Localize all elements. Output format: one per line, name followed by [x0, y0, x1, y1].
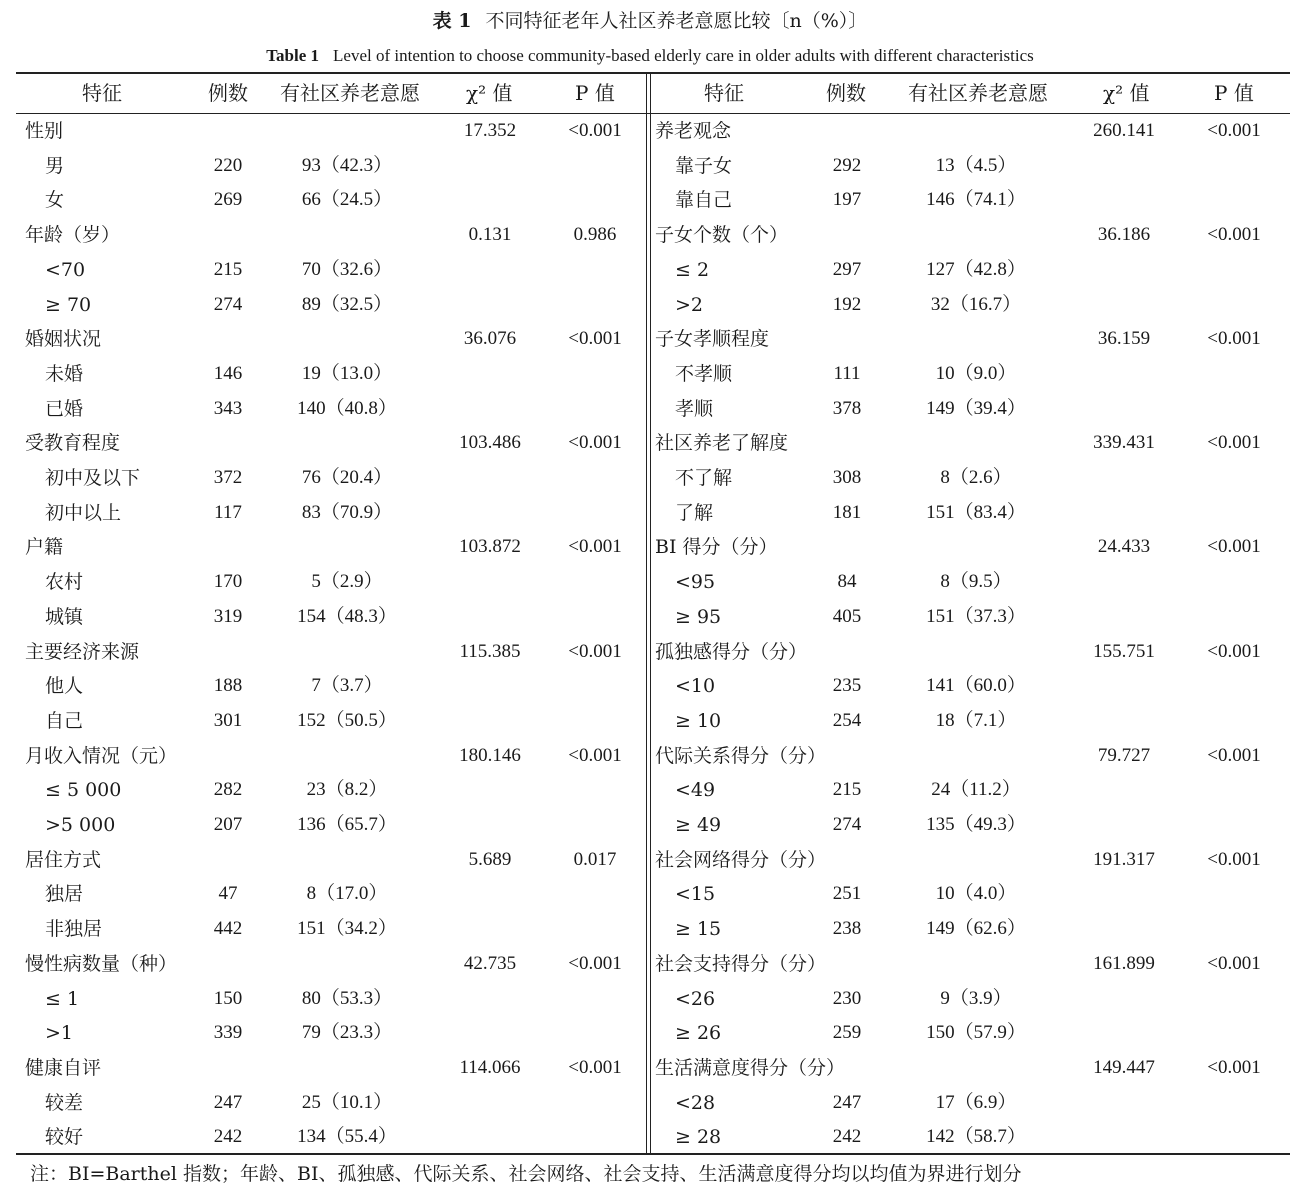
- p-value-cell: [1114, 773, 1300, 808]
- willing-cell: 13（4.5）: [935, 154, 1017, 176]
- p-value-cell: <0.001: [1207, 120, 1261, 141]
- table-row: [0, 1086, 1300, 1121]
- chi-square-cell: 103.486: [459, 432, 521, 454]
- count-cell: 269: [213, 189, 243, 211]
- feature-cell: 子女个数（个）: [655, 224, 789, 247]
- feature-cell: 婚姻状况: [25, 328, 102, 351]
- header-feature-left: 特征: [82, 81, 122, 105]
- count-cell: 251: [832, 883, 862, 905]
- table-row: [0, 218, 1300, 253]
- p-value-cell: [1114, 877, 1300, 912]
- chi-square-cell: 42.735: [463, 952, 517, 974]
- feature-cell: <26: [675, 987, 716, 1010]
- chi-square-cell: 36.186: [1097, 224, 1151, 246]
- count-cell: 282: [213, 779, 243, 801]
- willing-cell: 146（74.1）: [926, 189, 1026, 211]
- chi-square-cell: 191.317: [1093, 848, 1155, 870]
- feature-cell: <15: [675, 883, 716, 906]
- feature-cell: 初中及以下: [45, 467, 141, 489]
- p-value-cell: <0.001: [568, 536, 622, 558]
- feature-cell: 居住方式: [25, 848, 102, 871]
- header-chi-right: χ² 值: [1103, 81, 1150, 105]
- feature-cell: ≥ 28: [675, 1126, 722, 1149]
- feature-cell: <28: [675, 1091, 716, 1114]
- chi-square-cell: 149.447: [1093, 1056, 1155, 1078]
- table-row: [0, 843, 1300, 878]
- header-chi-left: χ² 值: [466, 81, 513, 105]
- table-title-en: Level of intention to choose community-based elderly care in older adults with different characteristics: [333, 46, 1034, 65]
- count-cell: 111: [833, 362, 861, 384]
- table-row: [0, 877, 1300, 912]
- table-row: [0, 461, 1300, 496]
- p-value-cell: [1114, 704, 1300, 739]
- table-row: [0, 1120, 1300, 1155]
- willing-cell: 136（65.7）: [297, 814, 397, 835]
- count-cell: 146: [213, 362, 243, 384]
- p-value-cell: <0.001: [1207, 1056, 1261, 1078]
- p-value-cell: <0.001: [568, 952, 622, 974]
- p-value-cell: <0.001: [1207, 536, 1261, 558]
- p-value-cell: 0.017: [573, 848, 617, 870]
- willing-cell: 135（49.3）: [926, 814, 1026, 835]
- willing-cell: 141（60.0）: [926, 675, 1026, 697]
- feature-cell: 初中以上: [45, 501, 122, 524]
- feature-cell: 社会网络得分（分）: [655, 848, 827, 871]
- feature-cell: 生活满意度得分（分）: [655, 1056, 846, 1079]
- feature-cell: 较好: [45, 1126, 84, 1149]
- p-value-cell: 0.986: [573, 224, 617, 246]
- table-row: [0, 600, 1300, 635]
- p-value-cell: <0.001: [568, 120, 622, 141]
- willing-cell: 151（34.2）: [297, 918, 397, 940]
- table-row: [0, 392, 1300, 427]
- count-cell: 308: [832, 467, 862, 488]
- count-cell: 405: [832, 605, 862, 627]
- header-p-left: P 值: [575, 81, 615, 105]
- willing-cell: 10（9.0）: [935, 362, 1017, 384]
- p-value-cell: [1114, 149, 1300, 184]
- header-n-left: 例数: [208, 81, 248, 105]
- willing-cell: 23（8.2）: [306, 779, 388, 801]
- table-row: [0, 739, 1300, 774]
- chi-square-cell: 155.751: [1093, 640, 1155, 662]
- table-row: [0, 149, 1300, 184]
- count-cell: 339: [213, 1022, 243, 1044]
- willing-cell: 93（42.3）: [301, 154, 393, 176]
- feature-cell: ≥ 10: [675, 709, 722, 732]
- feature-cell: 社区养老了解度: [655, 432, 789, 455]
- table-row: [0, 357, 1300, 392]
- table-row: [0, 426, 1300, 461]
- feature-cell: ≥ 70: [45, 293, 92, 316]
- p-value-cell: [1114, 1016, 1300, 1051]
- feature-cell: 女: [45, 189, 65, 212]
- table-row: [0, 1051, 1300, 1086]
- chi-square-cell: 36.076: [463, 328, 517, 350]
- count-cell: 150: [213, 987, 243, 1009]
- header-p-right: P 值: [1214, 81, 1254, 105]
- count-cell: 259: [832, 1022, 862, 1044]
- feature-cell: ≥ 95: [675, 605, 722, 628]
- p-value-cell: <0.001: [1207, 328, 1261, 350]
- p-value-cell: <0.001: [1207, 952, 1261, 974]
- chi-square-cell: 17.352: [463, 120, 517, 141]
- chi-square-cell: 24.433: [1097, 536, 1151, 558]
- feature-cell: 健康自评: [25, 1056, 102, 1079]
- count-cell: 319: [213, 605, 243, 627]
- chi-square-cell: 114.066: [459, 1056, 521, 1078]
- p-value-cell: [1114, 496, 1300, 531]
- p-value-cell: <0.001: [1207, 744, 1261, 766]
- p-value-cell: <0.001: [1207, 848, 1261, 870]
- p-value-cell: [1114, 288, 1300, 323]
- p-value-cell: [1114, 808, 1300, 843]
- count-cell: 247: [213, 1091, 243, 1113]
- willing-cell: 32（16.7）: [930, 293, 1022, 315]
- feature-cell: 较差: [45, 1091, 84, 1114]
- count-cell: 47: [218, 883, 238, 905]
- willing-cell: 152（50.5）: [297, 709, 397, 731]
- willing-cell: 24（11.2）: [931, 779, 1021, 801]
- feature-cell: 代际关系得分（分）: [655, 744, 827, 767]
- feature-cell: <70: [45, 258, 86, 281]
- feature-cell: >2: [675, 293, 704, 316]
- willing-cell: 8（2.6）: [940, 467, 1012, 488]
- header-will-right: 有社区养老意愿: [908, 81, 1048, 105]
- header-row: [0, 76, 1300, 111]
- count-cell: 343: [213, 397, 243, 419]
- header-feature-right: 特征: [704, 81, 744, 105]
- table-label-cn: 表 1: [432, 10, 472, 32]
- count-cell: 242: [832, 1126, 862, 1148]
- willing-cell: 8（17.0）: [306, 883, 388, 905]
- feature-cell: 养老观念: [655, 120, 732, 142]
- willing-cell: 66（24.5）: [301, 189, 393, 211]
- p-value-cell: <0.001: [568, 640, 622, 662]
- willing-cell: 19（13.0）: [301, 362, 393, 384]
- willing-cell: 149（62.6）: [926, 918, 1026, 940]
- p-value-cell: <0.001: [568, 744, 622, 766]
- count-cell: 215: [213, 258, 243, 280]
- feature-cell: ≥ 15: [675, 918, 722, 941]
- p-value-cell: [1114, 253, 1300, 288]
- count-cell: 238: [832, 918, 862, 940]
- count-cell: 197: [832, 189, 862, 211]
- willing-cell: 17（6.9）: [935, 1091, 1017, 1113]
- table-row: [0, 808, 1300, 843]
- count-cell: 235: [832, 675, 862, 697]
- willing-cell: 80（53.3）: [301, 987, 393, 1009]
- table-note: 注：BI=Barthel 指数；年龄、BI、孤独感、代际关系、社会网络、社会支持、生活满意度得分均以均值为界进行划分: [30, 1163, 1022, 1185]
- table-row: [0, 947, 1300, 982]
- willing-cell: 140（40.8）: [297, 397, 397, 419]
- count-cell: 372: [213, 467, 243, 488]
- willing-cell: 142（58.7）: [926, 1126, 1026, 1148]
- table-caption-en: [0, 44, 1300, 68]
- willing-cell: 134（55.4）: [297, 1126, 397, 1148]
- willing-cell: 70（32.6）: [301, 258, 393, 280]
- feature-cell: 年龄（岁）: [25, 224, 121, 247]
- table-row: [0, 635, 1300, 670]
- count-cell: 292: [832, 154, 862, 176]
- table-row: [0, 912, 1300, 947]
- willing-cell: 7（3.7）: [311, 675, 383, 697]
- chi-square-cell: 103.872: [459, 536, 521, 558]
- table-row: [0, 669, 1300, 704]
- count-cell: 247: [832, 1091, 862, 1113]
- p-value-cell: [1114, 912, 1300, 947]
- table-caption-cn: [0, 8, 1300, 34]
- feature-cell: ≥ 49: [675, 814, 722, 836]
- p-value-cell: [1114, 1086, 1300, 1121]
- willing-cell: 76（20.4）: [301, 467, 393, 488]
- count-cell: 254: [832, 709, 862, 731]
- count-cell: 117: [214, 501, 242, 523]
- feature-cell: 农村: [45, 571, 84, 594]
- count-cell: 442: [213, 918, 243, 940]
- p-value-cell: [1114, 357, 1300, 392]
- feature-cell: 月收入情况（元）: [25, 744, 178, 767]
- chi-square-cell: 180.146: [459, 744, 521, 766]
- table-row: [0, 773, 1300, 808]
- willing-cell: 151（37.3）: [926, 605, 1026, 627]
- feature-cell: 独居: [45, 883, 84, 906]
- willing-cell: 5（2.9）: [311, 571, 383, 593]
- count-cell: 274: [213, 293, 243, 315]
- p-value-cell: [1114, 461, 1300, 496]
- p-value-cell: <0.001: [568, 432, 622, 454]
- count-cell: 207: [213, 814, 243, 835]
- willing-cell: 79（23.3）: [301, 1022, 393, 1044]
- chi-square-cell: 339.431: [1093, 432, 1155, 454]
- feature-cell: ≥ 26: [675, 1022, 722, 1045]
- willing-cell: 8（9.5）: [940, 571, 1012, 593]
- feature-cell: 子女孝顺程度: [655, 328, 770, 351]
- count-cell: 215: [832, 779, 862, 801]
- p-value-cell: <0.001: [1207, 432, 1261, 454]
- table-row: [0, 114, 1300, 149]
- feature-cell: BI 得分（分）: [655, 536, 778, 559]
- table-row: [0, 565, 1300, 600]
- feature-cell: <95: [675, 571, 716, 594]
- feature-cell: <49: [675, 779, 716, 802]
- top-rule: [16, 72, 1290, 74]
- table-row: [0, 982, 1300, 1017]
- count-cell: 301: [213, 709, 243, 731]
- feature-cell: 了解: [675, 501, 714, 524]
- feature-cell: 不了解: [675, 467, 733, 489]
- p-value-cell: [1114, 669, 1300, 704]
- count-cell: 274: [832, 814, 862, 835]
- chi-square-cell: 260.141: [1093, 120, 1155, 141]
- count-cell: 192: [832, 293, 862, 315]
- p-value-cell: [1114, 982, 1300, 1017]
- feature-cell: 非独居: [45, 918, 103, 941]
- feature-cell: 靠自己: [675, 189, 733, 212]
- feature-cell: ≤ 5 000: [45, 779, 122, 802]
- count-cell: 378: [832, 397, 862, 419]
- table-label-en: Table 1: [266, 46, 320, 65]
- chi-square-cell: 0.131: [468, 224, 512, 246]
- table-row: [0, 704, 1300, 739]
- willing-cell: 18（7.1）: [935, 709, 1017, 731]
- feature-cell: 孝顺: [675, 397, 714, 420]
- feature-cell: 已婚: [45, 397, 84, 420]
- header-n-right: 例数: [826, 81, 866, 105]
- feature-cell: 受教育程度: [25, 432, 121, 455]
- count-cell: 220: [213, 154, 243, 176]
- p-value-cell: <0.001: [1207, 224, 1261, 246]
- table-row: [0, 288, 1300, 323]
- count-cell: 242: [213, 1126, 243, 1148]
- feature-cell: <10: [675, 675, 716, 698]
- p-value-cell: <0.001: [568, 328, 622, 350]
- feature-cell: 慢性病数量（种）: [25, 952, 178, 975]
- feature-cell: 户籍: [25, 536, 64, 559]
- willing-cell: 149（39.4）: [926, 397, 1026, 419]
- header-will-left: 有社区养老意愿: [280, 81, 420, 105]
- willing-cell: 83（70.9）: [301, 501, 393, 523]
- willing-cell: 89（32.5）: [301, 293, 393, 315]
- count-cell: 181: [832, 501, 862, 523]
- count-cell: 84: [837, 571, 857, 593]
- willing-cell: 127（42.8）: [926, 258, 1026, 280]
- chi-square-cell: 115.385: [459, 640, 521, 662]
- feature-cell: 性别: [25, 120, 64, 142]
- feature-cell: >5 000: [45, 814, 116, 836]
- chi-square-cell: 36.159: [1097, 328, 1151, 350]
- chi-square-cell: 79.727: [1097, 744, 1151, 766]
- count-cell: 297: [832, 258, 862, 280]
- willing-cell: 154（48.3）: [297, 605, 397, 627]
- feature-cell: 靠子女: [675, 154, 733, 177]
- table-title-cn: 不同特征老年人社区养老意愿比较〔n（%）〕: [485, 10, 868, 32]
- count-cell: 230: [832, 987, 862, 1009]
- table-row: [0, 530, 1300, 565]
- feature-cell: 城镇: [45, 605, 84, 628]
- feature-cell: 孤独感得分（分）: [655, 640, 808, 663]
- feature-cell: 未婚: [45, 362, 84, 385]
- willing-cell: 151（83.4）: [926, 501, 1026, 523]
- p-value-cell: [1114, 1120, 1300, 1155]
- willing-cell: 150（57.9）: [926, 1022, 1026, 1044]
- feature-cell: 社会支持得分（分）: [655, 952, 827, 975]
- table-row: [0, 183, 1300, 218]
- p-value-cell: <0.001: [568, 1056, 622, 1078]
- feature-cell: 男: [45, 154, 65, 177]
- willing-cell: 9（3.9）: [940, 987, 1012, 1009]
- willing-cell: 10（4.0）: [935, 883, 1017, 905]
- p-value-cell: [1114, 565, 1300, 600]
- table-row: [0, 496, 1300, 531]
- willing-cell: 25（10.1）: [301, 1091, 393, 1113]
- feature-cell: >1: [45, 1022, 74, 1045]
- feature-cell: 不孝顺: [675, 362, 733, 385]
- count-cell: 188: [213, 675, 243, 697]
- count-cell: 170: [213, 571, 243, 593]
- feature-cell: 主要经济来源: [25, 640, 140, 663]
- p-value-cell: [1114, 183, 1300, 218]
- feature-cell: ≤ 1: [45, 987, 80, 1010]
- p-value-cell: <0.001: [1207, 640, 1261, 662]
- p-value-cell: [1114, 392, 1300, 427]
- table-row: [0, 322, 1300, 357]
- feature-cell: ≤ 2: [675, 258, 710, 281]
- chi-square-cell: 5.689: [468, 848, 512, 870]
- feature-cell: 他人: [45, 675, 84, 698]
- chi-square-cell: 161.899: [1093, 952, 1155, 974]
- table-row: [0, 1016, 1300, 1051]
- table-row: [0, 253, 1300, 288]
- feature-cell: 自己: [45, 709, 84, 732]
- p-value-cell: [1114, 600, 1300, 635]
